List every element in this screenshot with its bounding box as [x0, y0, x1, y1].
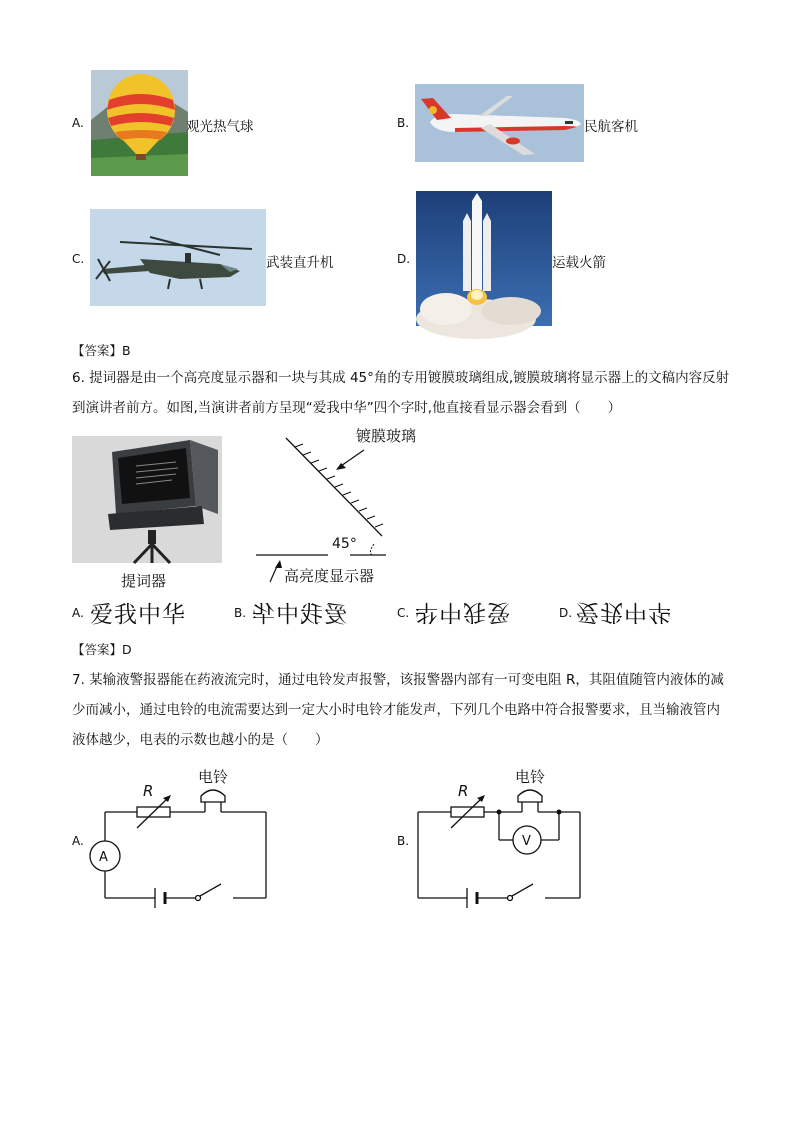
circuit-a-bell-label: 电铃 — [198, 768, 229, 786]
angle-label: 45° — [332, 536, 357, 552]
q7-option-b-letter: B. — [397, 834, 410, 848]
circuit-a-ammeter-label: A — [99, 850, 108, 865]
display-label: 高亮度显示器 — [284, 567, 375, 585]
teleprompter-caption: 提词器 — [121, 572, 167, 590]
q5-option-d-label: 运载火箭 — [552, 255, 606, 271]
q6-question-text: 6. 提词器是由一个高亮度显示器和一块与其成 45°角的专用镀膜玻璃组成,镀膜玻璃将显示器上的文稿内容反射到演讲者前方。如图,当演讲者前方呈现“爱我中华”四个字时,他直接看显示器会看到（ ） — [72, 370, 730, 416]
q6-option-c-text: 爱我中华 — [414, 599, 510, 625]
circuit-b-bell-label: 电铃 — [515, 768, 546, 786]
helicopter-image — [90, 209, 266, 306]
glass-label: 镀膜玻璃 — [356, 427, 417, 445]
carrier-rocket-image — [416, 191, 552, 326]
q5-option-a-letter: A. — [72, 116, 84, 130]
q5-option-c-letter: C. — [72, 252, 85, 266]
circuit-a-resistor-label: R — [143, 782, 154, 800]
circuit-b-diagram — [410, 760, 600, 910]
q5-option-c-label: 武装直升机 — [266, 255, 334, 271]
airliner-image — [415, 84, 584, 162]
q6-option-b-letter: B. — [234, 606, 247, 620]
q5-option-a-label: 观光热气球 — [186, 119, 254, 135]
q6-option-c-letter: C. — [397, 606, 410, 620]
q6-option-d-text: 爱我中华 — [576, 599, 672, 625]
q6-option-a-text: 爱我中华 — [90, 602, 186, 628]
q6-answer: 【答案】D — [72, 642, 132, 657]
q6-option-d-letter: D. — [559, 606, 573, 620]
teleprompter-photo — [72, 436, 222, 563]
teleprompter-diagram — [250, 420, 417, 590]
q6-option-b-text: 爱我中华 — [251, 602, 347, 628]
q5-answer: 【答案】B — [72, 343, 131, 358]
q5-option-b-letter: B. — [397, 116, 410, 130]
hot-air-balloon-image — [91, 70, 188, 176]
q7-option-a-letter: A. — [72, 834, 84, 848]
q6-option-a-letter: A. — [72, 606, 84, 620]
q7-question-text: 7. 某输液警报器能在药液流完时，通过电铃发声报警，该报警器内部有一可变电阻 R，其阻值随管内液体的减少而减小，通过电铃的电流需要达到一定大小时电铃才能发声，下列几个电路中符合报警要求，且当输液管内液体越少，电表的示数也越小的是（ ） — [72, 672, 724, 748]
q5-option-b-label: 民航客机 — [584, 119, 638, 135]
circuit-b-voltmeter-label: V — [522, 834, 531, 849]
q5-option-d-letter: D. — [397, 252, 411, 266]
circuit-b-resistor-label: R — [458, 782, 469, 800]
circuit-a-diagram — [85, 760, 275, 910]
